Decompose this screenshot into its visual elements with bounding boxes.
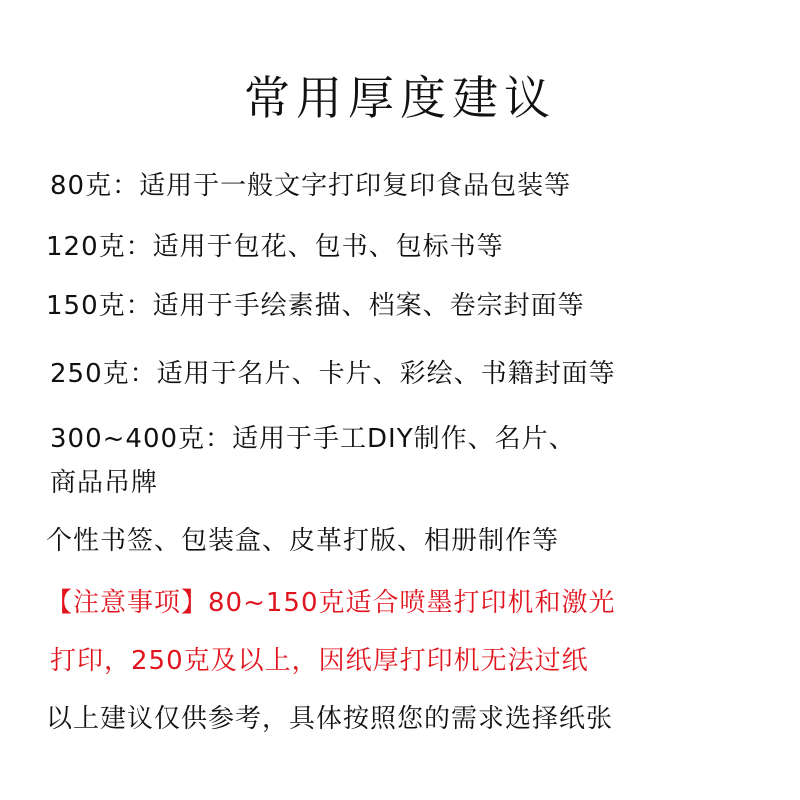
recommendation-300-400g-continued: 商品吊牌 (50, 468, 159, 498)
recommendation-150g: 150克：适用于手绘素描、档案、卷宗封面等 (46, 291, 585, 321)
notice-line-1: 【注意事项】80~150克适合喷墨打印机和激光 (46, 588, 616, 618)
recommendation-250g: 250克：适用于名片、卡片、彩绘、书籍封面等 (50, 359, 616, 389)
recommendation-300-400g: 300~400克：适用于手工DIY制作、名片、 (50, 424, 576, 454)
footer-note: 以上建议仅供参考，具体按照您的需求选择纸张 (46, 704, 614, 734)
page-title: 常用厚度建议 (244, 71, 556, 125)
recommendation-other-uses: 个性书签、包装盒、皮革打版、相册制作等 (46, 526, 560, 556)
recommendation-120g: 120克：适用于包花、包书、包标书等 (46, 232, 504, 262)
notice-line-2: 打印，250克及以上，因纸厚打印机无法过纸 (50, 646, 589, 676)
recommendation-80g: 80克：适用于一般文字打印复印食品包装等 (50, 171, 572, 201)
